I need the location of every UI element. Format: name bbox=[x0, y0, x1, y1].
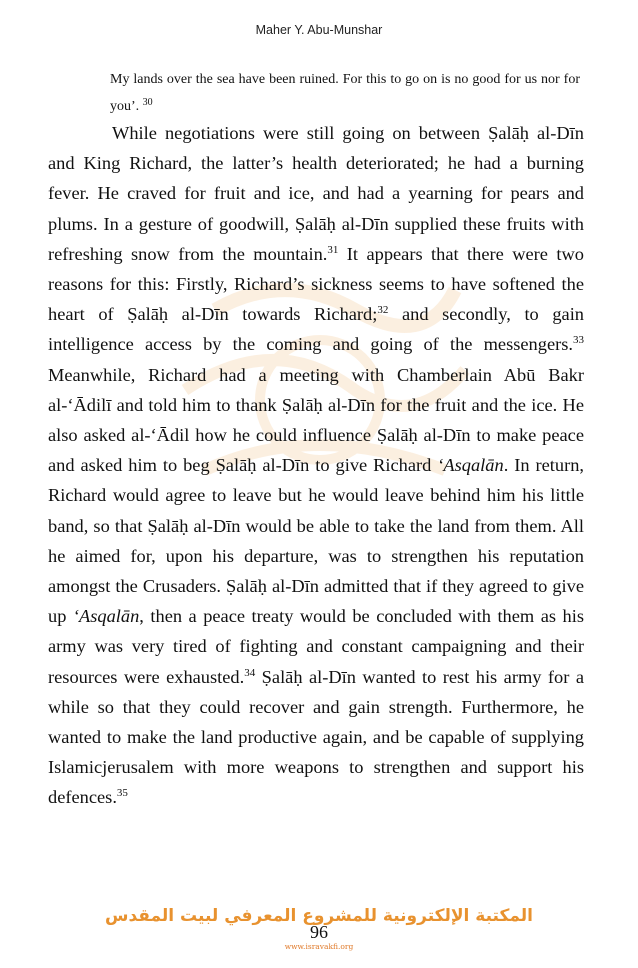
text-segment: . In return, Richard would agree to leave but he would leave behind him his little band, so that Ṣalāḥ al-Dīn would be able to take the land from them. All he aimed for, upon his departure, was to strengthen his reputation amongst the Crusaders. Ṣalāḥ al-Dīn admitted that if they agreed to give up bbox=[48, 455, 584, 627]
text-segment: Meanwhile, Richard had a meeting with Chamberlain Abū Bakr al-‘Ādilī and told him to thank Ṣalāḥ al-Dīn for the fruit and the ice. He also asked al-‘Ādil how he could influence Ṣalāḥ al-Dīn to make peace and asked him to beg Ṣalāḥ al-Dīn to give Richard bbox=[48, 364, 584, 476]
text-segment: and secondly, to gain intelligence access by the coming and going of the messengers. bbox=[48, 304, 584, 355]
text-segment: While negotiations were still going on between Ṣalāḥ al-Dīn and King Richard, the latter’s health deteriorated; he had a burning fever. He craved for fruit and ice, and had a yearning for pears and plums. In a gesture of goodwill, Ṣalāḥ al-Dīn supplied these fruits with refreshing snow from the mountain. bbox=[48, 123, 584, 264]
footer-library-name: المكتبة الإلكترونية للمشروع المعرفي لبيت المقدس bbox=[104, 906, 533, 926]
footnote-ref[interactable]: 30 bbox=[142, 97, 153, 108]
footnote-ref[interactable]: 32 bbox=[377, 304, 389, 317]
footnote-ref[interactable]: 35 bbox=[116, 787, 128, 800]
running-header: Maher Y. Abu-Munshar bbox=[255, 23, 383, 37]
page-number: 96 bbox=[310, 922, 328, 942]
footnote-ref[interactable]: 33 bbox=[573, 334, 584, 347]
footnote-ref[interactable]: 34 bbox=[244, 666, 256, 679]
block-quote-text: My lands over the sea have been ruined. For this to go on is no good for us nor for you’. bbox=[110, 72, 580, 114]
emphasized-term: ‘Asqalān bbox=[72, 606, 140, 627]
footer-url[interactable]: www.isravakfi.org bbox=[284, 942, 354, 951]
text-segment: It appears that there were two reasons for this: Firstly, Richard’s sickness seems to have softened the heart of Ṣalāḥ al-Dīn towards Richard; bbox=[48, 243, 584, 325]
emphasized-term: ‘Asqalān bbox=[437, 455, 504, 476]
text-segment: , then a peace treaty would be concluded with them as his army was very tired of fighting and constant campaigning and their resources were exhausted. bbox=[48, 606, 584, 687]
main-paragraph bbox=[48, 118, 584, 813]
body-text bbox=[48, 118, 584, 813]
block-quote bbox=[110, 66, 580, 120]
footnote-ref[interactable]: 31 bbox=[327, 243, 339, 256]
text-segment: Ṣalāḥ al-Dīn wanted to rest his army for a while so that they could recover and gain strength. Furthermore, he wanted to make the land productive again, and be capable of supplying Islamicjerusalem with more weapons to strengthen and support his defences. bbox=[48, 666, 584, 808]
